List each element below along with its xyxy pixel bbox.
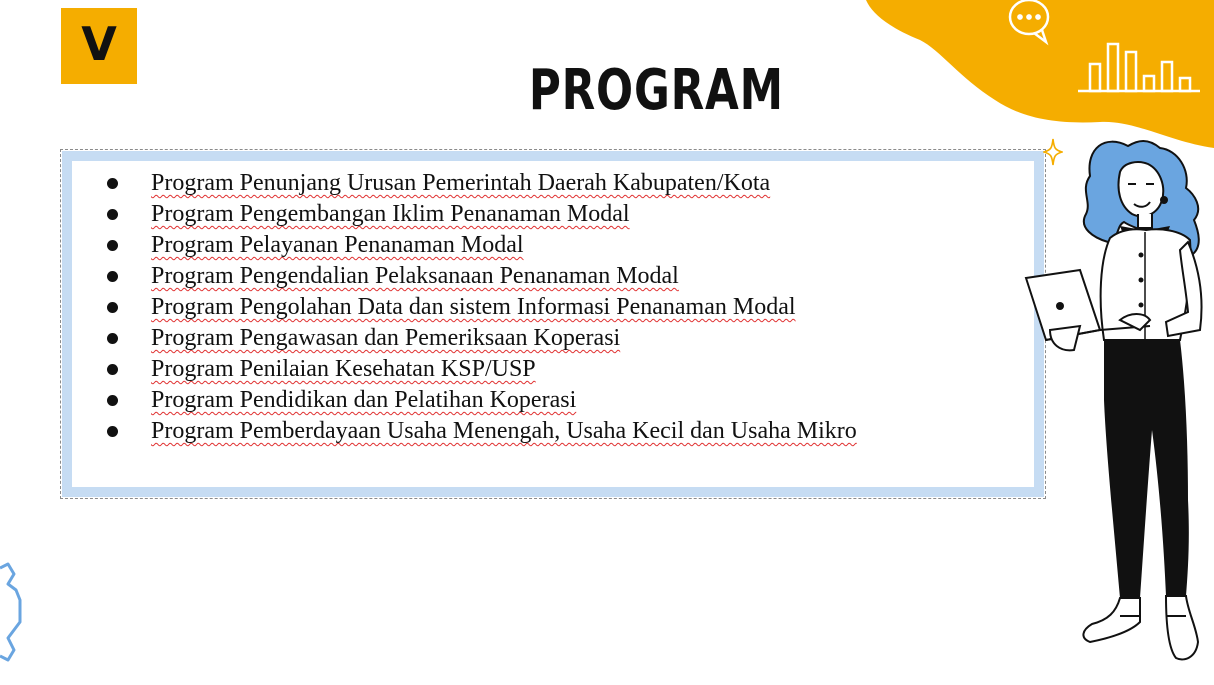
list-item [103,199,857,230]
list-item [103,292,857,323]
list-item [103,354,857,385]
list-item-text[interactable]: Program Pengawasan dan Pemeriksaan Koperasi [151,325,621,351]
list-item [103,168,857,199]
logo-letter: V [81,17,117,71]
program-list [103,168,857,447]
bullet-icon [107,395,118,406]
list-item [103,323,857,354]
list-item-text[interactable]: Program Pengendalian Pelaksanaan Penanaman Modal [151,263,679,289]
logo [61,8,137,84]
page-title: PROGRAM [528,58,784,123]
woman-with-laptop-illustration [1020,130,1214,678]
list-item-text[interactable]: Program Pemberdayaan Usaha Menengah, Usaha Kecil dan Usaha Mikro [151,418,857,444]
bullet-icon [107,240,118,251]
list-item-text[interactable]: Program Penunjang Urusan Pemerintah Daerah Kabupaten/Kota [151,170,771,196]
bullet-icon [107,178,118,189]
list-item [103,416,857,447]
bullet-icon [107,364,118,375]
list-item-text[interactable]: Program Pendidikan dan Pelatihan Koperasi [151,387,577,413]
bullet-icon [107,271,118,282]
gear-icon [0,560,30,670]
list-item [103,261,857,292]
list-item-text[interactable]: Program Pelayanan Penanaman Modal [151,232,524,258]
list-item-text[interactable]: Program Pengembangan Iklim Penanaman Modal [151,201,630,227]
list-item-text[interactable]: Program Pengolahan Data dan sistem Informasi Penanaman Modal [151,294,796,320]
list-item [103,230,857,261]
bullet-icon [107,333,118,344]
list-item [103,385,857,416]
bullet-icon [107,426,118,437]
bullet-icon [107,209,118,220]
bullet-icon [107,302,118,313]
list-item-text[interactable]: Program Penilaian Kesehatan KSP/USP [151,356,536,382]
